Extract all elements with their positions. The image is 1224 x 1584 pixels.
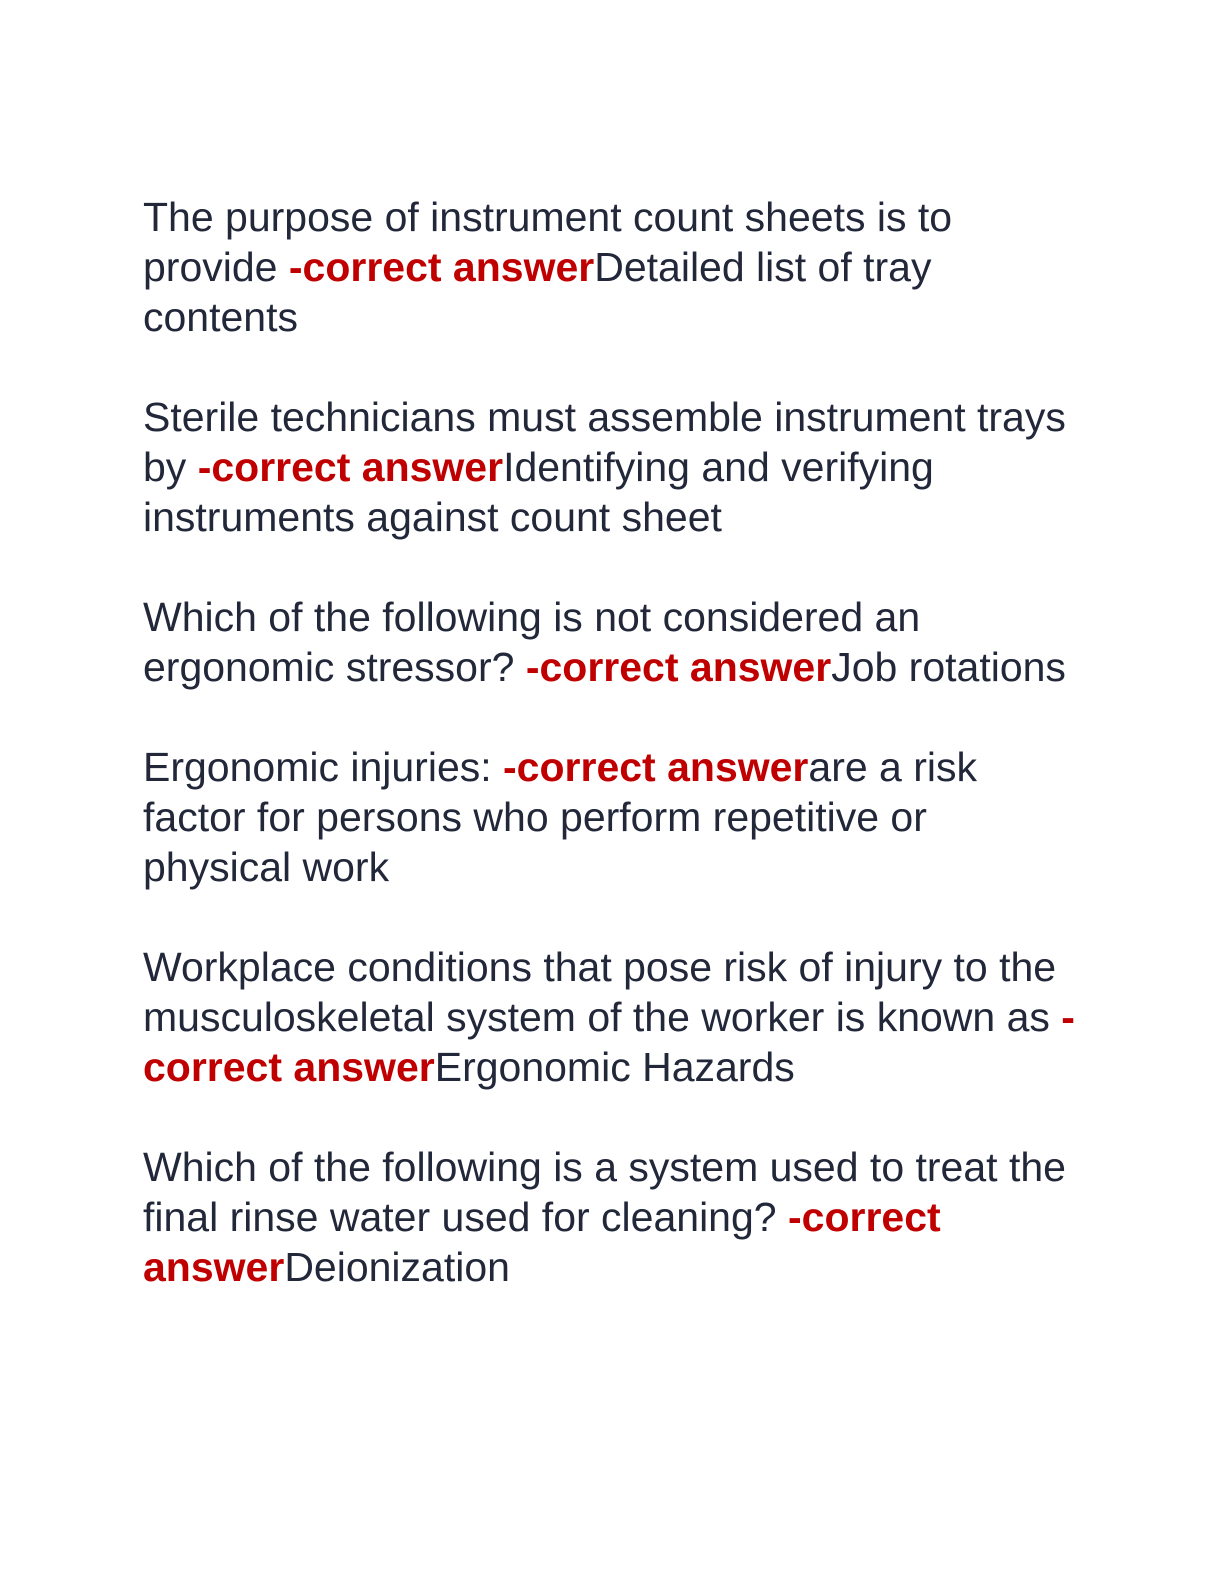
- qa-item-4: [143, 742, 1083, 892]
- correct-answer-marker: -correct answer: [525, 644, 832, 690]
- qa-item-5: [143, 942, 1083, 1092]
- answer-text: Job rotations: [831, 644, 1066, 690]
- correct-answer-marker: -correct answer: [503, 744, 809, 790]
- question-text: Ergonomic injuries:: [143, 744, 504, 790]
- correct-answer-marker: -correct answer: [143, 994, 1075, 1090]
- question-text: The purpose of instrument count sheets is to provide: [143, 194, 953, 290]
- qa-item-1: [143, 192, 1083, 342]
- question-text: Workplace conditions that pose risk of injury to the musculoskeletal system of the worker is known as: [143, 944, 1062, 1040]
- answer-text: Detailed list of tray contents: [143, 244, 932, 340]
- answer-text: Deionization: [284, 1244, 510, 1290]
- question-text: Which of the following is not considered an ergonomic stressor?: [143, 594, 921, 690]
- answer-text: Identifying and verifying instruments against count sheet: [143, 444, 934, 540]
- correct-answer-marker: -correct answer: [143, 1194, 941, 1290]
- document-page: [143, 192, 1083, 1342]
- answer-text: are a risk factor for persons who perform repetitive or physical work: [143, 744, 977, 890]
- question-text: Which of the following is a system used to treat the final rinse water used for cleaning?: [143, 1144, 1066, 1240]
- qa-item-3: [143, 592, 1083, 692]
- answer-text: Ergonomic Hazards: [434, 1044, 795, 1090]
- qa-item-2: [143, 392, 1083, 542]
- correct-answer-marker: -correct answer: [288, 244, 595, 290]
- correct-answer-marker: -correct answer: [197, 444, 504, 490]
- question-text: Sterile technicians must assemble instrument trays by: [143, 394, 1066, 490]
- qa-item-6: [143, 1142, 1083, 1292]
